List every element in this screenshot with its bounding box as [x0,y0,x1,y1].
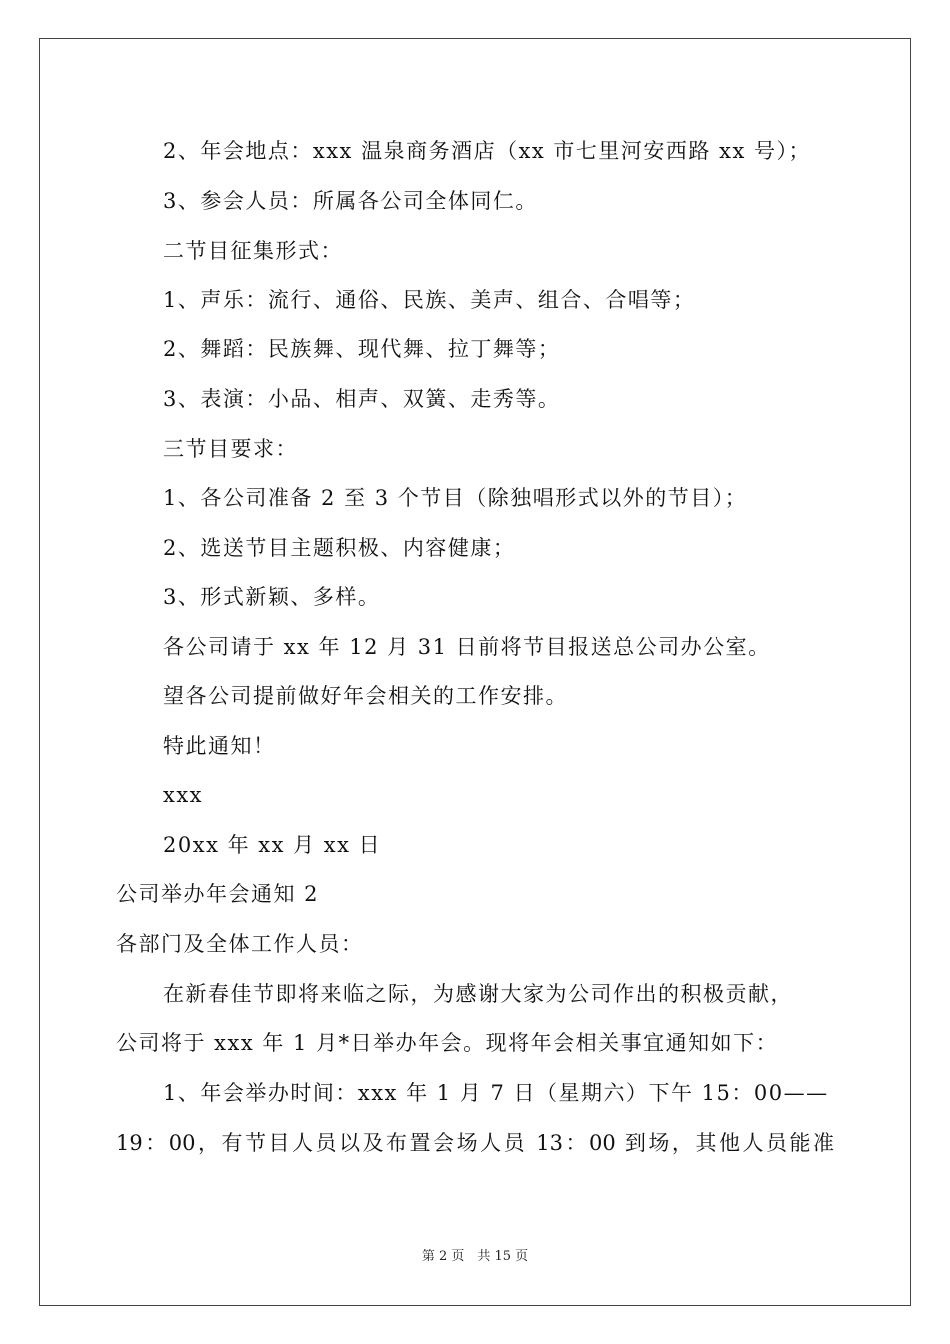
text-line: 1、各公司准备 2 至 3 个节目（除独唱形式以外的节目）； [163,486,748,510]
section-heading: 二节目征集形式： [163,239,343,263]
text-line: 1、声乐：流行、通俗、民族、美声、组合、合唱等； [163,288,696,312]
text-line: 2、选送节目主题积极、内容健康； [163,536,516,560]
text-line: 2、年会地点：xxx 温泉商务酒店（xx 市七里河安西路 xx 号）； [163,139,811,163]
page-number: 第 2 页 共 15 页 [421,1249,529,1264]
text-line: 3、形式新颖、多样。 [163,585,381,609]
text-line: 3、表演：小品、相声、双簧、走秀等。 [163,387,561,411]
salutation: 各部门及全体工作人员： [116,932,364,956]
text-line: 特此通知！ [163,734,276,758]
signature-date: 20xx 年 xx 月 xx 日 [163,833,382,857]
document-title: 公司举办年会通知 2 [116,882,320,906]
text-line: 2、舞蹈：民族舞、现代舞、拉丁舞等； [163,337,561,361]
text-line: 3、参会人员：所属各公司全体同仁。 [163,189,538,213]
text-line: 望各公司提前做好年会相关的工作安排。 [163,684,568,708]
signature-name: xxx [163,783,204,807]
text-line: 各公司请于 xx 年 12 月 31 日前将节目报送总公司办公室。 [163,635,771,659]
text-line: 19：00，有节目人员以及布置会场人员 13：00 到场，其他人员能准 [116,1131,834,1155]
text-line: 在新春佳节即将来临之际，为感谢大家为公司作出的积极贡献， [163,982,793,1006]
text-line: 公司将于 xxx 年 1 月*日举办年会。现将年会相关事宜通知如下： [116,1031,779,1055]
section-heading: 三节目要求： [163,437,298,461]
text-line: 1、年会举办时间：xxx 年 1 月 7 日（星期六）下午 15：00—— [163,1081,829,1105]
